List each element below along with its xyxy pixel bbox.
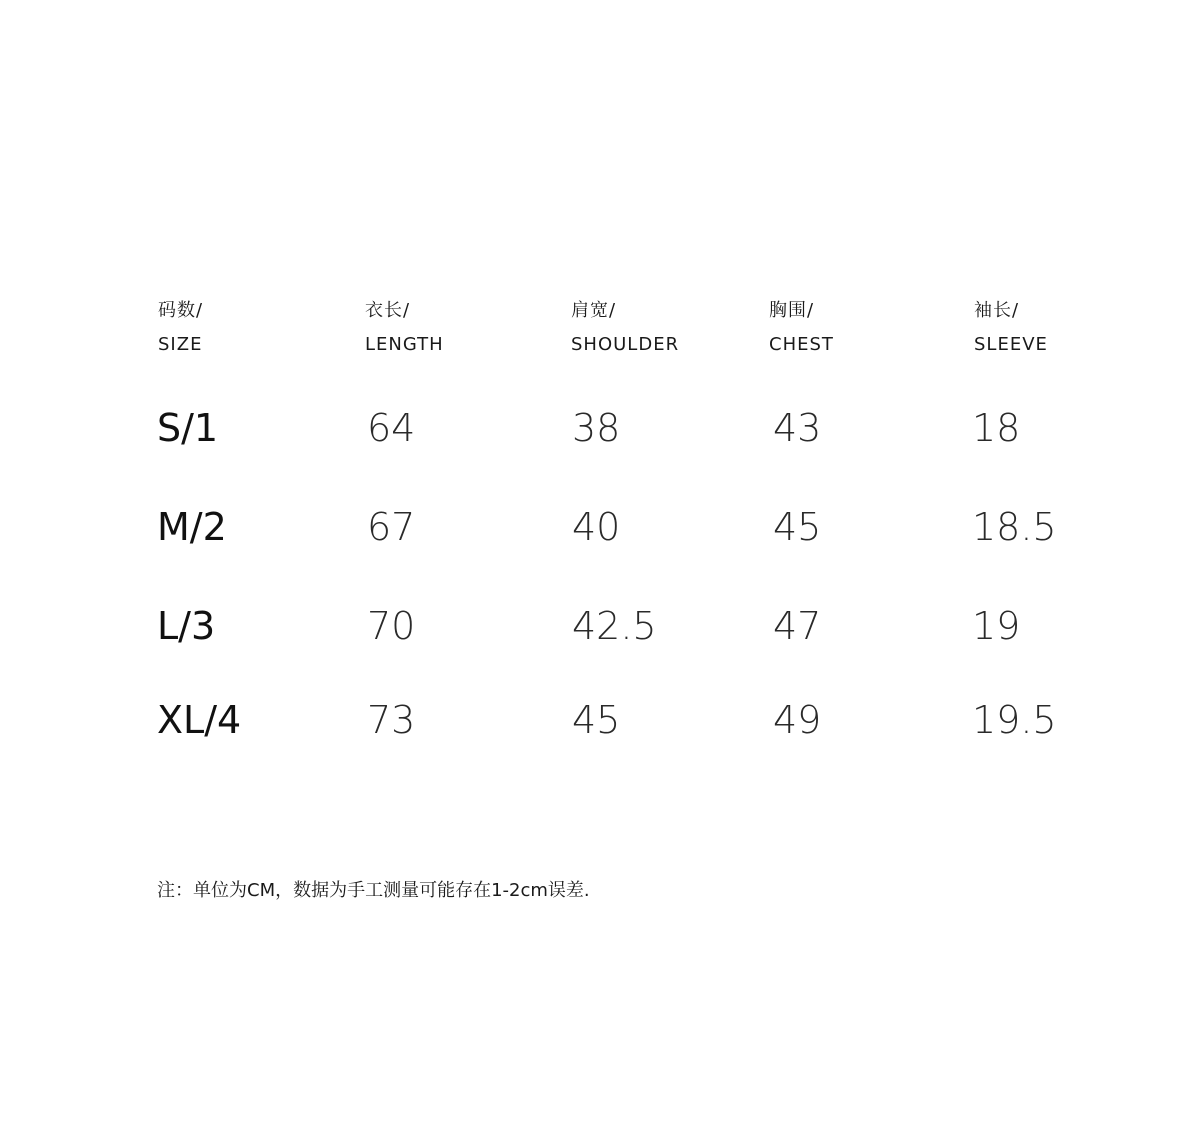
row-l-chest: 47 bbox=[773, 604, 822, 648]
row-l-size: L/3 bbox=[157, 604, 216, 648]
row-m-chest: 45 bbox=[773, 505, 822, 549]
header-shoulder-en: SHOULDER bbox=[571, 334, 680, 355]
row-s-chest: 43 bbox=[773, 406, 822, 450]
row-s-length: 64 bbox=[367, 406, 416, 450]
header-chest bbox=[769, 294, 834, 362]
header-chest-en: CHEST bbox=[769, 334, 834, 355]
row-xl-size: XL/4 bbox=[157, 698, 242, 742]
header-sleeve bbox=[974, 294, 1048, 362]
header-sleeve-en: SLEEVE bbox=[974, 334, 1048, 355]
row-xl-sleeve: 19.5 bbox=[972, 698, 1057, 742]
header-shoulder bbox=[571, 294, 679, 362]
header-size bbox=[158, 294, 203, 362]
header-shoulder-zh: 肩宽/ bbox=[571, 300, 617, 321]
row-s-size: S/1 bbox=[157, 406, 219, 450]
row-l-sleeve: 19 bbox=[972, 604, 1021, 648]
row-s-sleeve: 18 bbox=[972, 406, 1021, 450]
row-m-length: 67 bbox=[367, 505, 416, 549]
row-xl-length: 73 bbox=[367, 698, 416, 742]
row-l-length: 70 bbox=[367, 604, 416, 648]
header-size-en: SIZE bbox=[158, 334, 203, 355]
row-l-shoulder: 42.5 bbox=[572, 604, 657, 648]
row-m-size: M/2 bbox=[157, 505, 227, 549]
header-chest-zh: 胸围/ bbox=[769, 300, 815, 321]
header-sleeve-zh: 袖长/ bbox=[974, 300, 1020, 321]
row-xl-chest: 49 bbox=[773, 698, 822, 742]
measurement-note: 注：单位为CM，数据为手工测量可能存在1-2cm误差. bbox=[157, 880, 590, 901]
header-length-zh: 衣长/ bbox=[365, 300, 411, 321]
row-m-shoulder: 40 bbox=[572, 505, 621, 549]
header-size-zh: 码数/ bbox=[158, 300, 204, 321]
row-s-shoulder: 38 bbox=[572, 406, 621, 450]
row-m-sleeve: 18.5 bbox=[972, 505, 1057, 549]
header-length-en: LENGTH bbox=[365, 334, 444, 355]
header-length bbox=[365, 294, 444, 362]
row-xl-shoulder: 45 bbox=[572, 698, 621, 742]
